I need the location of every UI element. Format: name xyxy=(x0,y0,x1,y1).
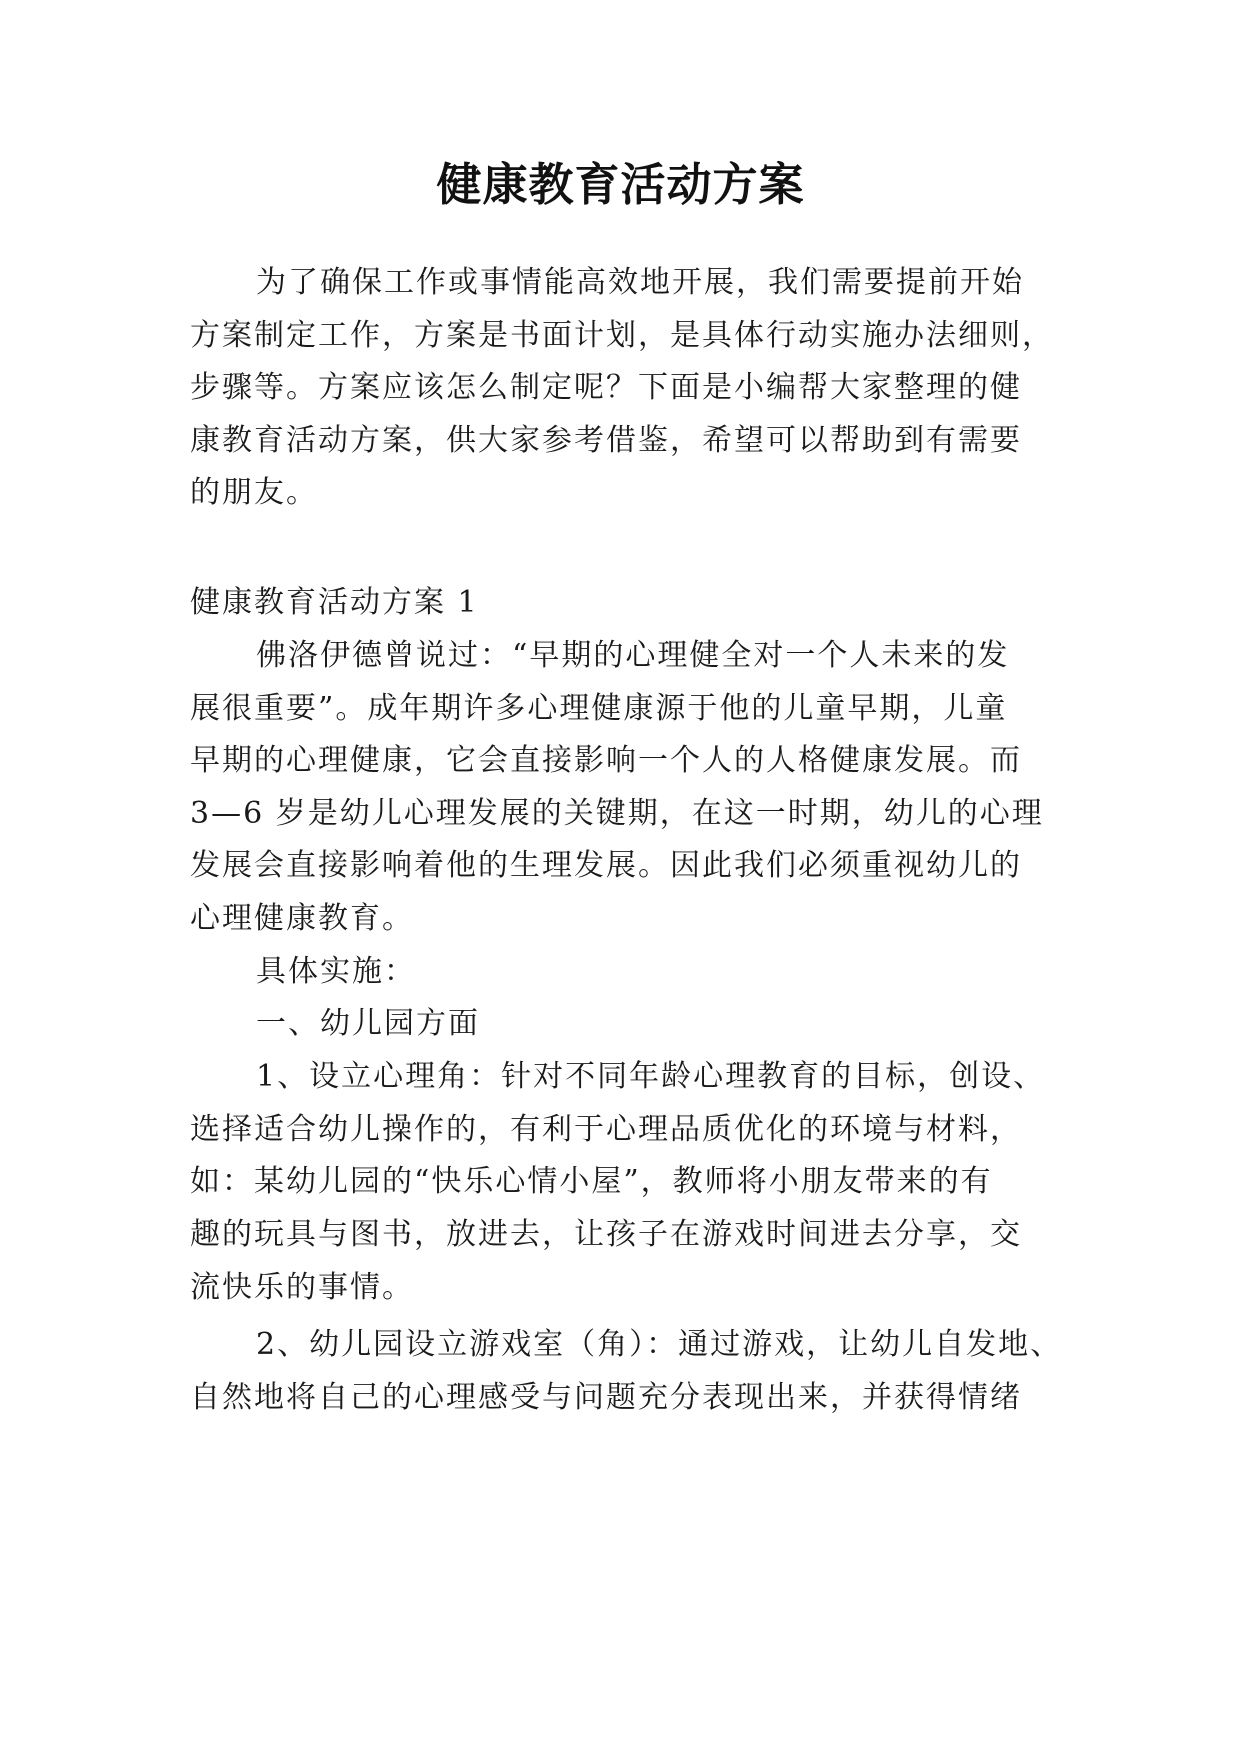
intro-line: 康教育活动方案，供大家参考借鉴，希望可以帮助到有需要 xyxy=(190,423,1022,458)
paragraph-line: 心理健康教育。 xyxy=(190,901,414,936)
item-line: 趣的玩具与图书，放进去，让孩子在游戏时间进去分享，交 xyxy=(190,1217,1022,1252)
paragraph-line: 早期的心理健康，它会直接影响一个人的人格健康发展。而 xyxy=(190,743,1022,778)
item-line: 选择适合幼儿操作的，有利于心理品质优化的环境与材料， xyxy=(190,1112,1022,1147)
subheading: 一、幼儿园方面 xyxy=(256,1006,480,1041)
intro-line: 步骤等。方案应该怎么制定呢？下面是小编帮大家整理的健 xyxy=(190,370,1022,405)
item-line: 如：某幼儿园的“快乐心情小屋”，教师将小朋友带来的有 xyxy=(190,1164,993,1199)
item-line: 流快乐的事情。 xyxy=(190,1270,414,1305)
document-title: 健康教育活动方案 xyxy=(436,158,805,211)
document-body xyxy=(190,0,1063,1754)
item-line: 2、幼儿园设立游戏室（角）：通过游戏，让幼儿自发地、 xyxy=(256,1327,1063,1362)
intro-line: 的朋友。 xyxy=(190,475,318,510)
paragraph-line: 3—6 岁是幼儿心理发展的关键期，在这一时期，幼儿的心理 xyxy=(190,796,1044,831)
item-line: 自然地将自己的心理感受与问题充分表现出来，并获得情绪 xyxy=(190,1380,1022,1415)
paragraph-line: 佛洛伊德曾说过：“早期的心理健全对一个人未来的发 xyxy=(256,638,1010,673)
item-line: 1、设立心理角：针对不同年龄心理教育的目标，创设、 xyxy=(256,1059,1046,1094)
section-heading: 健康教育活动方案 1 xyxy=(190,585,479,620)
paragraph-line: 发展会直接影响着他的生理发展。因此我们必须重视幼儿的 xyxy=(190,848,1022,883)
paragraph-line: 展很重要”。成年期许多心理健康源于他的儿童早期，儿童 xyxy=(190,691,1008,726)
intro-line: 方案制定工作，方案是书面计划，是具体行动实施办法细则， xyxy=(190,318,1054,353)
implementation-label: 具体实施： xyxy=(256,954,416,989)
intro-line: 为了确保工作或事情能高效地开展，我们需要提前开始 xyxy=(256,265,1024,300)
